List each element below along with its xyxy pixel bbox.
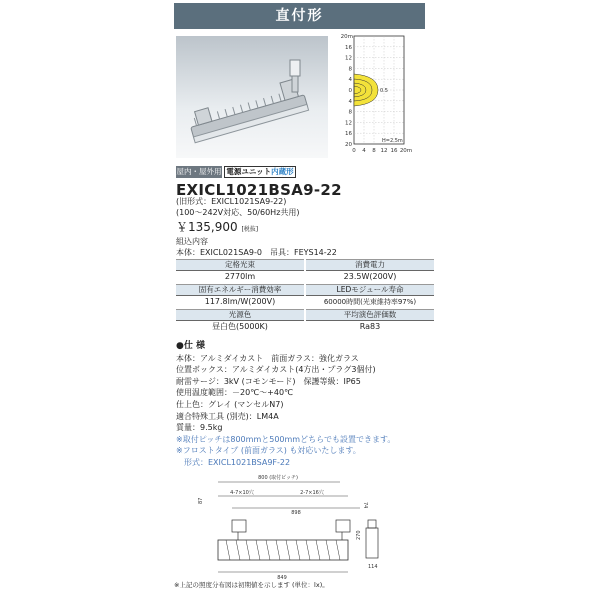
height-note: H=2.5m — [382, 138, 403, 144]
dim-width-inner: 898 — [291, 510, 301, 516]
spec-value: 2770lm — [224, 272, 256, 281]
spec-line: 本体：アルミダイカスト 前面ガラス：強化ガラス — [176, 353, 359, 363]
dim-pitch: 800 (取付ピッチ) — [258, 475, 298, 481]
spec-header: 消費電力 — [306, 259, 434, 271]
spec-title: ●仕 様 — [176, 341, 205, 351]
voltage-note: (100～242V対応、50/60Hz共用) — [176, 208, 300, 217]
spec-cell — [176, 259, 304, 283]
contents-detail: 本体：EXICL021SA9-0 吊具：FEYS14-22 — [176, 248, 337, 257]
spec-line: 適合特殊工具 (別売)：LM4A — [176, 411, 279, 421]
power-unit-highlight: 内蔵形 — [271, 167, 294, 176]
spec-value: 23.5W(200V) — [343, 272, 397, 281]
location-tag: 屋内・屋外用 — [176, 167, 222, 176]
spec-line: 質量：9.5kg — [176, 423, 223, 433]
lux-label: 0.5 — [380, 88, 388, 94]
spec-line: 使用温度範囲：－20℃～+40℃ — [176, 388, 294, 398]
dim-holes-left: 4-7×10穴 — [230, 490, 254, 496]
x-tick-label: 0 — [352, 148, 356, 154]
fixture-illustration — [176, 36, 328, 158]
spec-cell — [176, 309, 304, 333]
dim-height-270: 270 — [356, 530, 362, 540]
y-tick-label: 20 — [345, 142, 352, 148]
spec-line: 位置ボックス：アルミダイカスト(4方出・プラグ3個付) — [176, 365, 376, 375]
contents-label: 組込内容 — [176, 237, 208, 246]
x-tick-label: 12 — [380, 148, 388, 154]
y-tick-label: 16 — [345, 44, 352, 51]
spec-header: 固有エネルギー消費効率 — [176, 284, 304, 296]
y-tick-label: 0 — [348, 88, 352, 94]
spec-header: 光源色 — [176, 309, 304, 321]
dim-width-total: 849 — [277, 575, 287, 581]
spec-value: Ra83 — [359, 322, 381, 331]
section-title-banner: 直付形 — [174, 3, 425, 29]
footnote: ※上記の照度分布図は初期値を示します (単位：lx)。 — [174, 581, 329, 589]
spec-header: LEDモジュール寿命 — [306, 284, 434, 296]
x-tick-label: 20m — [399, 148, 413, 154]
price — [176, 218, 258, 235]
spec-cell — [306, 259, 434, 283]
spec-cell — [176, 284, 304, 308]
model-number: EXICL1021BSA9-22 — [176, 181, 342, 199]
price-value: ￥135,900 — [176, 220, 238, 234]
y-tick-label: 12 — [345, 55, 352, 62]
power-unit-label: 電源ユニット — [226, 167, 272, 176]
y-tick-label: 8 — [348, 66, 352, 73]
x-tick-label: 4 — [362, 148, 366, 154]
x-tick-label: 16 — [390, 148, 398, 154]
spec-value: 60000時間(光束維持率97%) — [323, 298, 417, 306]
product-photo — [176, 36, 328, 158]
y-tick-label: 20m — [340, 34, 353, 40]
spec-value: 昼白色(5000K) — [212, 322, 268, 331]
specifications — [176, 341, 395, 469]
spec-header: 定格光束 — [176, 259, 304, 271]
x-tick-label: 8 — [372, 148, 376, 154]
spec-cell — [306, 284, 434, 308]
y-tick-label: 8 — [348, 109, 352, 116]
dim-depth-114: 114 — [368, 564, 378, 570]
spec-value: 117.8lm/W(200V) — [204, 297, 276, 306]
dim-holes-right: 2-7×16穴 — [300, 490, 324, 496]
y-tick-label: 4 — [348, 77, 352, 84]
tax-note: [税抜] — [241, 226, 259, 233]
spec-note: 形式：EXICL1021BSA9F-22 — [176, 457, 291, 467]
y-tick-label: 16 — [345, 131, 352, 138]
dimension-drawing — [192, 468, 392, 584]
spec-note: ※取付ピッチは800mmと500mmどちらでも設置できます。 — [176, 434, 396, 444]
old-model: (旧形式：EXICL1021SA9-22) — [176, 197, 287, 206]
dim-side-87: 87 — [198, 497, 204, 504]
illuminance-chart — [334, 32, 434, 162]
y-tick-label: 4 — [348, 98, 352, 105]
spec-header: 平均演色評価数 — [306, 309, 434, 321]
spec-note: ※フロストタイプ (前面ガラス) も対応いたします。 — [176, 446, 361, 456]
spec-line: 耐雷サージ：3kV (コモンモード) 保護等級：IP65 — [176, 376, 361, 386]
power-unit-tag — [224, 166, 296, 178]
spec-cell — [306, 309, 434, 333]
dim-side-74: 74 — [362, 502, 368, 509]
y-tick-label: 12 — [345, 120, 352, 127]
spec-line: 仕上色：グレイ (マンセルN7) — [176, 399, 284, 409]
